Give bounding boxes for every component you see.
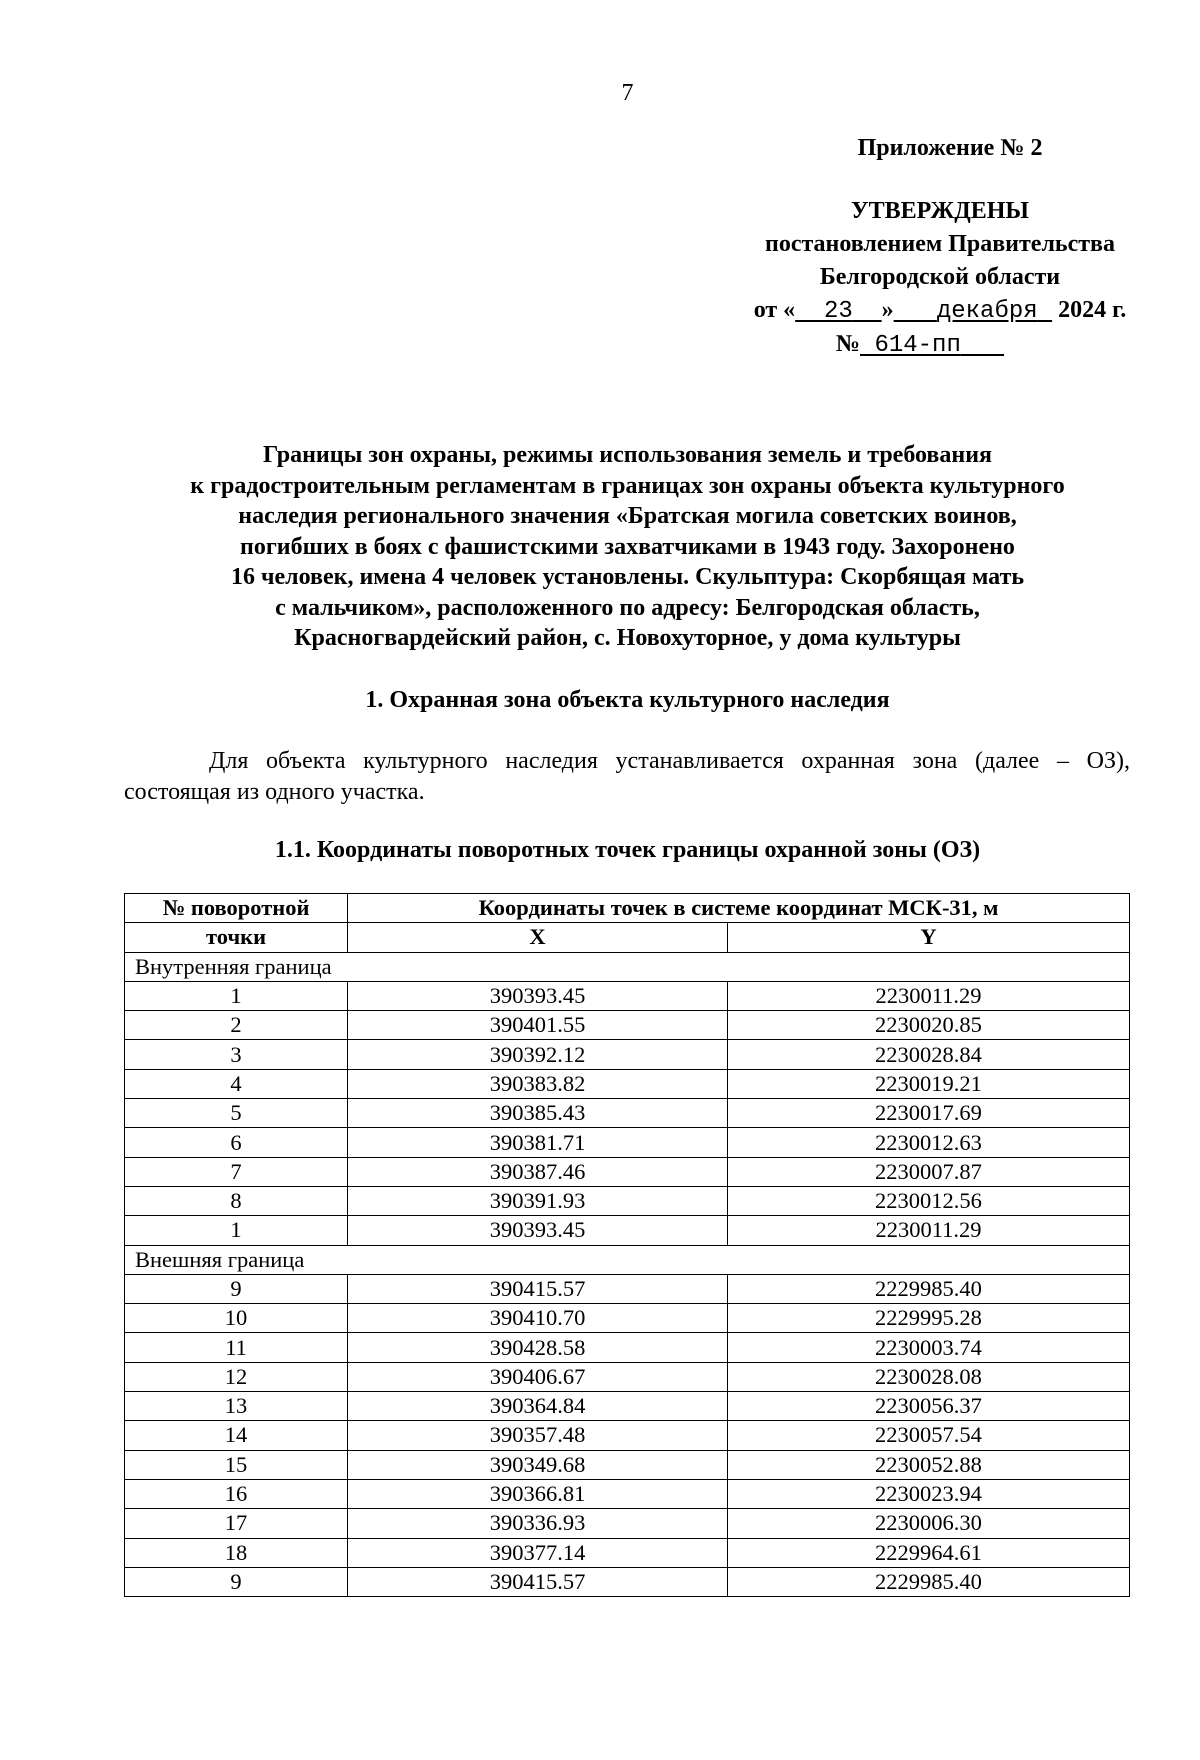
number-prefix: № <box>835 331 861 357</box>
x-coordinate-cell: 390336.93 <box>348 1509 728 1538</box>
x-coordinate-cell: 390391.93 <box>348 1186 728 1215</box>
x-coordinate-cell: 390410.70 <box>348 1304 728 1333</box>
approval-title: УТВЕРЖДЕНЫ <box>851 198 1029 224</box>
table-row <box>125 1157 1130 1186</box>
y-coordinate-cell: 2230003.74 <box>727 1333 1129 1362</box>
approval-number <box>650 328 1190 362</box>
header-coordinates: Координаты точек в системе координат МСК-31, м <box>348 894 1130 923</box>
x-coordinate-cell: 390349.68 <box>348 1450 728 1479</box>
document-number: 614-пп <box>874 332 961 359</box>
table-row <box>125 1333 1130 1362</box>
table-row <box>125 1567 1130 1596</box>
point-number-cell: 14 <box>125 1421 348 1450</box>
table-row <box>125 1421 1130 1450</box>
y-coordinate-cell: 2230057.54 <box>727 1421 1129 1450</box>
x-coordinate-cell: 390366.81 <box>348 1479 728 1508</box>
y-coordinate-cell: 2229964.61 <box>727 1538 1129 1567</box>
y-coordinate-cell: 2229995.28 <box>727 1304 1129 1333</box>
table-row <box>125 1450 1130 1479</box>
intro-paragraph: Для объекта культурного наследия устанавливается охранная зона (далее – ОЗ), состоящая из одного участка. <box>124 748 1130 805</box>
y-coordinate-cell: 2230017.69 <box>727 1099 1129 1128</box>
x-coordinate-cell: 390428.58 <box>348 1333 728 1362</box>
point-number-cell: 18 <box>125 1538 348 1567</box>
table-row <box>125 1099 1130 1128</box>
y-coordinate-cell: 2230052.88 <box>727 1450 1129 1479</box>
table-row <box>125 1509 1130 1538</box>
y-coordinate-cell: 2230006.30 <box>727 1509 1129 1538</box>
table-row <box>125 1538 1130 1567</box>
title-line: с мальчиком», расположенного по адресу: Белгородская область, <box>275 594 980 621</box>
point-number-cell: 9 <box>125 1567 348 1596</box>
coordinates-table-body <box>125 952 1130 1597</box>
point-number-cell: 17 <box>125 1509 348 1538</box>
y-coordinate-cell: 2230023.94 <box>727 1479 1129 1508</box>
y-coordinate-cell: 2230028.08 <box>727 1362 1129 1391</box>
point-number-cell: 7 <box>125 1157 348 1186</box>
group-label: Внутренняя граница <box>125 952 1130 981</box>
approval-line-1: постановлением Правительства <box>764 231 1115 257</box>
point-number-cell: 5 <box>125 1099 348 1128</box>
page-number: 7 <box>621 80 634 106</box>
table-row <box>125 1274 1130 1303</box>
title-line: наследия регионального значения «Братская могила советских воинов, <box>238 503 1017 529</box>
x-coordinate-cell: 390392.12 <box>348 1040 728 1069</box>
y-coordinate-cell: 2229985.40 <box>727 1274 1129 1303</box>
table-row <box>125 1304 1130 1333</box>
table-row <box>125 1011 1130 1040</box>
point-number-cell: 1 <box>125 981 348 1010</box>
date-month: декабря <box>936 298 1038 325</box>
x-coordinate-cell: 390377.14 <box>348 1538 728 1567</box>
annex-label: Приложение № 2 <box>857 135 1043 161</box>
point-number-cell: 15 <box>125 1450 348 1479</box>
x-coordinate-cell: 390364.84 <box>348 1392 728 1421</box>
date-day: 23 <box>824 298 853 325</box>
point-number-cell: 13 <box>125 1392 348 1421</box>
x-coordinate-cell: 390385.43 <box>348 1099 728 1128</box>
table-row <box>125 1362 1130 1391</box>
point-number-cell: 2 <box>125 1011 348 1040</box>
point-number-cell: 6 <box>125 1128 348 1157</box>
table-row <box>125 1392 1130 1421</box>
x-coordinate-cell: 390401.55 <box>348 1011 728 1040</box>
subsection-heading: 1.1. Координаты поворотных точек границы охранной зоны (ОЗ) <box>274 837 981 863</box>
x-coordinate-cell: 390415.57 <box>348 1567 728 1596</box>
date-mid: » <box>881 297 894 323</box>
y-coordinate-cell: 2230011.29 <box>727 1216 1129 1245</box>
x-coordinate-cell: 390415.57 <box>348 1274 728 1303</box>
section-heading: 1. Охранная зона объекта культурного наследия <box>365 687 890 713</box>
point-number-cell: 1 <box>125 1216 348 1245</box>
y-coordinate-cell: 2229985.40 <box>727 1567 1129 1596</box>
y-coordinate-cell: 2230012.56 <box>727 1186 1129 1215</box>
x-coordinate-cell: 390393.45 <box>348 1216 728 1245</box>
point-number-cell: 4 <box>125 1069 348 1098</box>
point-number-cell: 3 <box>125 1040 348 1069</box>
table-row <box>125 981 1130 1010</box>
y-coordinate-cell: 2230056.37 <box>727 1392 1129 1421</box>
y-coordinate-cell: 2230028.84 <box>727 1040 1129 1069</box>
y-coordinate-cell: 2230020.85 <box>727 1011 1129 1040</box>
point-number-cell: 9 <box>125 1274 348 1303</box>
title-line: Красногвардейский район, с. Новохуторное, у дома культуры <box>294 625 961 651</box>
title-line: погибших в боях с фашистскими захватчиками в 1943 году. Захоронено <box>240 533 1015 560</box>
x-coordinate-cell: 390381.71 <box>348 1128 728 1157</box>
x-coordinate-cell: 390393.45 <box>348 981 728 1010</box>
table-row <box>125 1479 1130 1508</box>
table-row <box>125 1128 1130 1157</box>
table-row <box>125 1069 1130 1098</box>
title-line: к градостроительным регламентам в границах зон охраны объекта культурного <box>190 472 1065 499</box>
document-title <box>115 440 1140 654</box>
approval-block <box>690 195 1190 362</box>
point-number-cell: 16 <box>125 1479 348 1508</box>
header-point-number-2: точки <box>125 923 348 952</box>
date-prefix: от « <box>753 297 796 323</box>
y-coordinate-cell: 2230007.87 <box>727 1157 1129 1186</box>
header-x: X <box>348 923 728 952</box>
y-coordinate-cell: 2230019.21 <box>727 1069 1129 1098</box>
point-number-cell: 8 <box>125 1186 348 1215</box>
approval-date <box>690 294 1190 328</box>
table-row <box>125 1186 1130 1215</box>
y-coordinate-cell: 2230011.29 <box>727 981 1129 1010</box>
x-coordinate-cell: 390383.82 <box>348 1069 728 1098</box>
table-row <box>125 1040 1130 1069</box>
x-coordinate-cell: 390406.67 <box>348 1362 728 1391</box>
header-point-number: № поворотной <box>125 894 348 923</box>
coordinates-table <box>124 893 1130 1597</box>
group-label: Внешняя граница <box>125 1245 1130 1274</box>
title-line: 16 человек, имена 4 человек установлены. Скульптура: Скорбящая мать <box>230 564 1025 590</box>
date-year: 2024 г. <box>1058 297 1127 323</box>
x-coordinate-cell: 390387.46 <box>348 1157 728 1186</box>
point-number-cell: 12 <box>125 1362 348 1391</box>
title-line: Границы зон охраны, режимы использования земель и требования <box>263 442 992 468</box>
y-coordinate-cell: 2230012.63 <box>727 1128 1129 1157</box>
point-number-cell: 10 <box>125 1304 348 1333</box>
header-y: Y <box>727 923 1129 952</box>
group-row <box>125 1245 1130 1274</box>
group-row <box>125 952 1130 981</box>
point-number-cell: 11 <box>125 1333 348 1362</box>
x-coordinate-cell: 390357.48 <box>348 1421 728 1450</box>
approval-line-2: Белгородской области <box>819 264 1061 290</box>
table-row <box>125 1216 1130 1245</box>
